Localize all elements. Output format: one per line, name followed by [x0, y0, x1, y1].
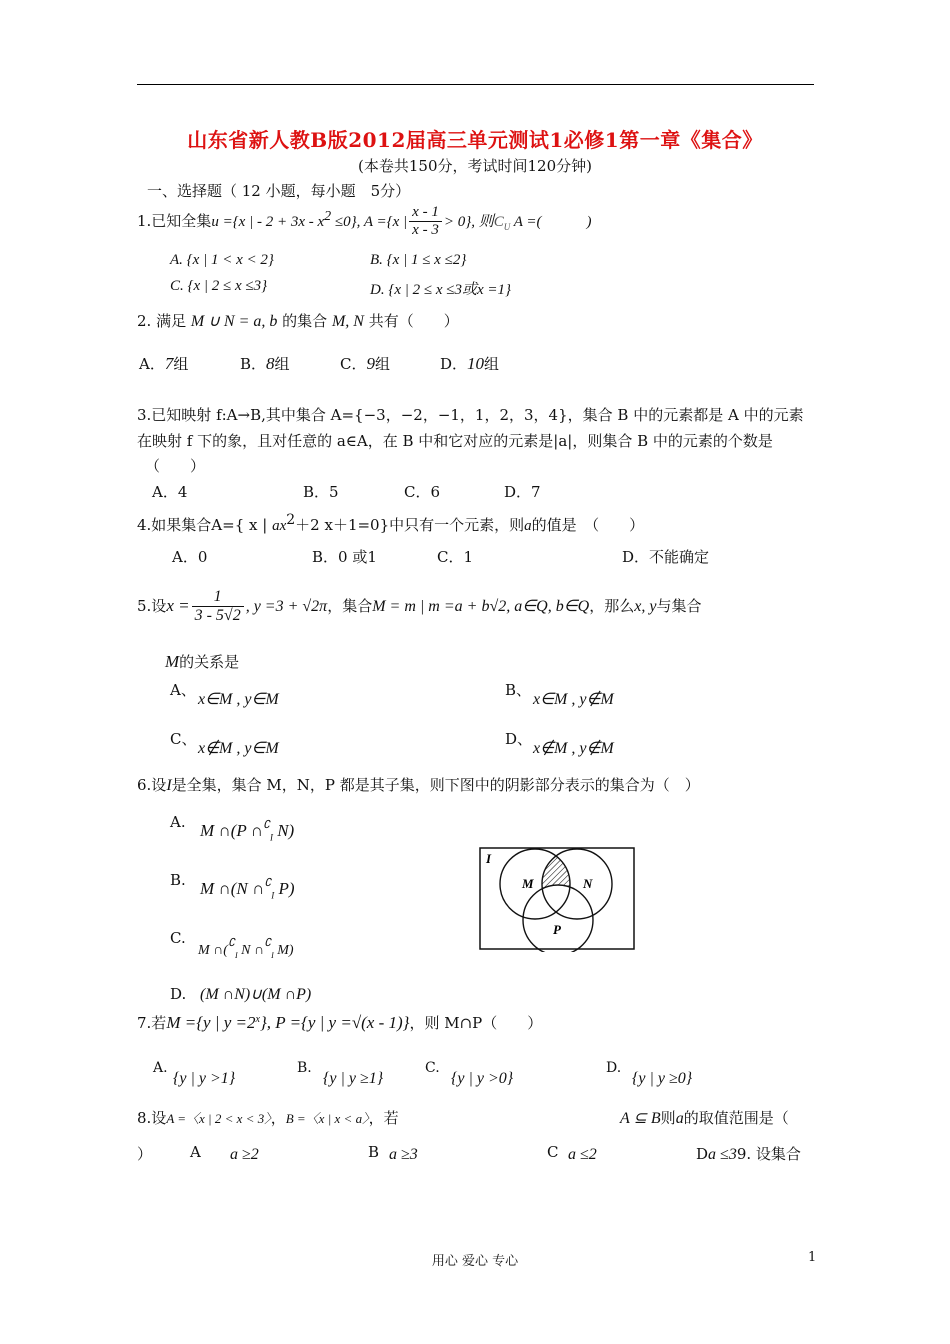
question-2-stem: [137, 310, 459, 331]
q6-option-b: M ∩(N $\cap^∁_I$ P): [200, 877, 295, 901]
q6-option-d: (M ∩N)∪(M ∩P): [200, 986, 312, 1003]
q5-line-2: M的关系是: [165, 652, 240, 671]
q1-option-b: B. {x | 1 ≤ x ≤2}: [370, 252, 467, 268]
q3-line-2: 在映射 f 下的象，且对任意的 a∈A，在 B 中和它对应的元素是|a|，则集合 B 中的元素的个数是: [137, 432, 773, 450]
q2-option-d: D．10组: [440, 354, 500, 373]
q3-option-d: D．7: [504, 483, 541, 501]
page-subtitle: (本卷共150分，考试时间120分钟): [358, 157, 592, 175]
q1-stem-d: > 0}, 则: [443, 213, 494, 230]
q1-option-d: D. {x | 2 ≤ x ≤3或x =1}: [370, 282, 512, 298]
q5-option-a-label: A、: [170, 681, 196, 699]
q1-stem-a: 1.已知全集: [137, 211, 212, 230]
q1-complement: C: [493, 213, 504, 230]
venn-label-p: P: [553, 922, 561, 937]
q4-option-c: C．1: [437, 548, 474, 566]
q4-option-d: D．不能确定: [622, 548, 710, 566]
q5-option-b-label: B、: [505, 681, 532, 699]
q2-stem-c: 的集合: [282, 312, 328, 330]
page-title: 山东省新人教B版2012届高三单元测试1必修1第一章《集合》: [187, 128, 763, 152]
q2-stem-e: 共有（ ）: [368, 312, 459, 330]
q1-stem-c: ≤0}, A ={x |: [331, 213, 408, 230]
q2-sets: M, N: [331, 313, 364, 330]
q3-option-c: C．6: [404, 483, 441, 501]
q1-stem-f: A =( ): [510, 213, 592, 230]
q1-stem-b: u ={x | - 2 + 3x - x: [211, 213, 325, 230]
q1-complement-sub: U: [503, 221, 511, 232]
q5-option-d-label: D、: [505, 730, 533, 748]
q4-option-a: A．0: [172, 548, 208, 566]
question-4-stem: 4.如果集合A={ x | $ax^2+2$ x＋1=0}中只有一个元素，则a的值是 （ ）: [137, 512, 645, 534]
q7-option-a: {y | y >1}: [173, 1070, 236, 1087]
venn-diagram: [478, 846, 638, 952]
venn-label-n: N: [583, 876, 593, 891]
q1-frac-den: x - 3: [412, 222, 439, 239]
q5-option-d: x∉M , y∉M: [533, 740, 614, 757]
q1-stem-sup: 2: [324, 208, 332, 224]
q3-option-a: A．4: [152, 483, 188, 501]
q5-option-c: x∉M , y∈M: [198, 740, 279, 757]
q8-option-c: a ≤2: [568, 1146, 597, 1163]
q1-option-a: A. {x | 1 < x < 2}: [170, 252, 274, 268]
q7-option-d-label: D.: [606, 1060, 622, 1076]
q6-option-d-label: D.: [170, 985, 187, 1003]
q3-line-3: （ ）: [145, 457, 206, 475]
section-heading: 一、选择题（ 12 小题，每小题 5分）: [147, 182, 411, 200]
q8-option-c-label: C: [547, 1143, 559, 1161]
q2-option-c: C．9组: [340, 354, 390, 373]
q2-option-a: A．7组: [139, 354, 189, 373]
q5-option-a: x∈M , y∈M: [198, 691, 279, 708]
q7-option-c: {y | y >0}: [451, 1070, 514, 1087]
q6-option-a-label: A.: [170, 813, 186, 831]
q5-option-c-label: C、: [170, 730, 197, 748]
page-footer: 用心 爱心 专心: [431, 1254, 519, 1269]
question-7-stem: 7.若M ={y | $y =2^x$}, P ={y | y =√(x - 1)}，则 M∩P（ ）: [137, 1013, 543, 1032]
q8-close-paren: ）: [137, 1145, 153, 1163]
q8-option-d: Da ≤39. 设集合: [696, 1145, 801, 1163]
q2-option-b: B．8组: [240, 354, 290, 373]
q6-option-c-label: C.: [170, 929, 186, 947]
q4-option-b: B．0 或1: [312, 548, 377, 566]
q2-union: M ∪ N = a, b: [190, 313, 278, 330]
q8-option-b-label: B: [368, 1143, 380, 1161]
q6-option-c: M $\cap(^∁_I$ N $\cap^∁_I$ M): [198, 937, 294, 960]
q1-frac-num: x - 1: [409, 204, 442, 222]
q7-option-d: {y | y ≥0}: [632, 1070, 693, 1087]
q7-option-a-label: A.: [153, 1060, 168, 1076]
q7-option-b-label: B.: [297, 1060, 312, 1076]
q3-option-b: B．5: [303, 483, 339, 501]
q6-option-b-label: B.: [170, 871, 186, 889]
page-number: 1: [808, 1250, 817, 1265]
question-1-stem: [137, 204, 591, 244]
q7-option-b: {y | y ≥1}: [323, 1070, 384, 1087]
question-5-stem: 5.设x = $\frac{1}{3 - 5√2}$ , y =3 + √2π，集合M = m | m =a + b√2, a∈Q, b∈Q，那么x, y与集合: [137, 588, 702, 625]
question-8-condition: A ⊆ B则a的取值范围是（: [620, 1109, 789, 1127]
q8-option-a-label: A: [190, 1143, 201, 1161]
q8-option-a: a ≥2: [230, 1146, 259, 1163]
q5-option-b: x∈M , y∉M: [533, 691, 614, 708]
q7-option-c-label: C.: [425, 1060, 440, 1076]
q8-option-b: a ≥3: [389, 1146, 418, 1163]
q3-line-1: 3.已知映射 f:A→B,其中集合 A={−3，−2，−1，1，2，3，4}，集合 B 中的元素都是 A 中的元素: [137, 406, 804, 424]
q2-stem-a: 2. 满足: [137, 312, 187, 330]
q1-option-c: C. {x | 2 ≤ x ≤3}: [170, 278, 268, 294]
q6-option-a: M ∩(P $\cap^∁_I$ N): [200, 819, 295, 843]
header-rule: [137, 84, 814, 85]
question-8-stem: 8.设A =〈x | 2 < x < 3〉，B =〈x | x < a〉，若: [137, 1109, 399, 1127]
question-6-stem: 6.设I是全集，集合 M，N，P 都是其子集，则下图中的阴影部分表示的集合为（ ）: [137, 776, 700, 794]
venn-label-i: I: [486, 851, 492, 866]
venn-label-m: M: [522, 876, 534, 891]
